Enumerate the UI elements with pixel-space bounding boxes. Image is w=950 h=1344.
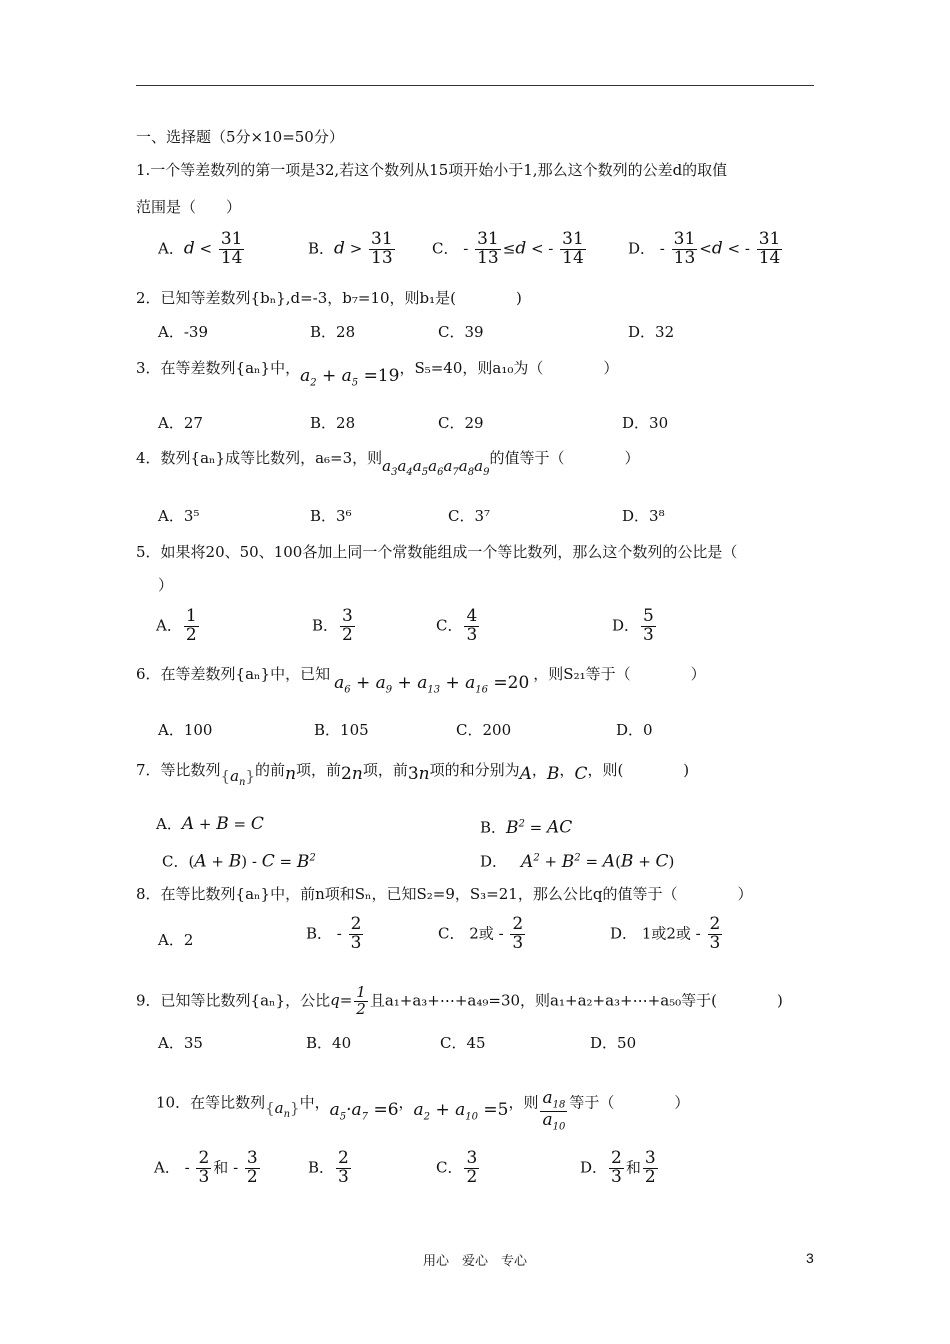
q7-stem: 7．等比数列$\{a_n\}$的前n项，前2n项，前3n项的和分别为A，B，C，则( ) bbox=[136, 761, 690, 788]
q10-option-b: B． $\frac{2}{3}$ bbox=[308, 1148, 349, 1187]
q9-option-c: C．45 bbox=[440, 1034, 486, 1052]
q4-option-c: C．3⁷ bbox=[448, 507, 491, 525]
q7-option-a: A．A + B = C bbox=[156, 814, 264, 834]
q6-option-d: D．0 bbox=[616, 721, 653, 739]
q5-option-a: A． $\frac{1}{2}$ bbox=[156, 606, 197, 645]
q2-option-b: B．28 bbox=[310, 323, 356, 341]
q1-option-c: C． - $\frac{31}{13}$ ≤d < - $\frac{31}{14}$ bbox=[432, 229, 584, 268]
q8-option-a: A．2 bbox=[158, 931, 194, 949]
q5-stem-line1: 5．如果将20、50、100各加上同一个常数能组成一个等比数列，那么这个数列的公比是（ bbox=[136, 543, 738, 561]
q8-option-d: D． 1或2或 - $\frac{2}{3}$ bbox=[610, 914, 721, 953]
q2-option-a: A．-39 bbox=[158, 323, 208, 341]
q3-option-c: C．29 bbox=[438, 414, 484, 432]
q3-option-d: D．30 bbox=[622, 414, 669, 432]
q4-option-a: A．3⁵ bbox=[158, 507, 200, 525]
q6-option-a: A．100 bbox=[158, 721, 213, 739]
q9-option-a: A．35 bbox=[158, 1034, 203, 1052]
q9-option-d: D．50 bbox=[590, 1034, 637, 1052]
page-number: 3 bbox=[806, 1250, 814, 1266]
q1-option-a: A．d < $\frac{31}{14}$ bbox=[158, 229, 243, 268]
q5-stem-line2: ） bbox=[158, 576, 174, 594]
q5-option-b: B． $\frac{3}{2}$ bbox=[312, 606, 353, 645]
q8-option-b: B． - $\frac{2}{3}$ bbox=[306, 914, 362, 953]
q2-option-c: C．39 bbox=[438, 323, 484, 341]
q1-stem-line1: 1.一个等差数列的第一项是32,若这个数列从15项开始小于1,那么这个数列的公差d的取值 bbox=[136, 161, 728, 179]
q2-stem: 2．已知等差数列{bₙ},d=-3，b₇=10，则b₁是( ) bbox=[136, 289, 522, 307]
q10-option-c: C． $\frac{3}{2}$ bbox=[436, 1148, 478, 1187]
q3-stem: 3．在等差数列{aₙ}中，$a_2 + a_5 =19$，S₅=40，则a₁₀为（ ） bbox=[136, 359, 619, 389]
q3-option-b: B．28 bbox=[310, 414, 356, 432]
q3-option-a: A．27 bbox=[158, 414, 203, 432]
q8-stem: 8．在等比数列{aₙ}中，前n项和Sₙ，已知S₂=9，S₃=21，那么公比q的值等于（ ） bbox=[136, 885, 753, 903]
q4-option-d: D．3⁸ bbox=[622, 507, 665, 525]
page-footer: 用心 爱心 专心 bbox=[422, 1254, 527, 1269]
q4-option-b: B．3⁶ bbox=[310, 507, 352, 525]
q7-option-b: B．$B^2$ = AC bbox=[480, 817, 573, 838]
q3-formula: $a_2 + a_5 =19$ bbox=[300, 366, 400, 389]
q9-formula: q= $\frac{1}{2}$ bbox=[330, 983, 366, 1018]
q1-stem-line2: 范围是（ ） bbox=[136, 198, 242, 216]
q5-option-d: D． $\frac{5}{3}$ bbox=[612, 606, 654, 645]
header-rule bbox=[136, 85, 814, 86]
q6-stem: 6．在等差数列{aₙ}中，已知 $a_6 + a_9 + a_{13} + a_{16} =20$ ，则S₂₁等于（ ） bbox=[136, 665, 706, 696]
q9-stem: 9．已知等比数列{aₙ}，公比q= $\frac{1}{2}$ 且a₁+a₃+⋯+a₄₉=30，则a₁+a₂+a₃+⋯+a₅₀等于( ) bbox=[136, 983, 783, 1018]
q2-option-d: D．32 bbox=[628, 323, 675, 341]
q5-option-c: C． $\frac{4}{3}$ bbox=[436, 606, 478, 645]
q9-option-b: B．40 bbox=[306, 1034, 352, 1052]
q6-formula: $a_6 + a_9 + a_{13} + a_{16} =20$ bbox=[334, 673, 530, 696]
q10-option-d: D． $\frac{2}{3}$ 和 $\frac{3}{2}$ bbox=[580, 1148, 656, 1187]
q6-option-b: B．105 bbox=[314, 721, 369, 739]
q8-option-c: C． 2或 - $\frac{2}{3}$ bbox=[438, 914, 524, 953]
q4-stem: 4．数列{aₙ}成等比数列，a₆=3，则$a_3a_4a_5a_6a_7a_8a_9$的值等于（ ） bbox=[136, 449, 640, 478]
section-title: 一、选择题（5分×10=50分） bbox=[136, 128, 344, 146]
q10-stem: 10．在等比数列$\{a_n\}$中，$a_5\cdot a_7 =6$，$a_2 + a_{10} =5$，则 $\frac{a_{18}}{a_{10}}$ 等于（ ） bbox=[156, 1088, 690, 1133]
q4-formula: $a_3a_4a_5a_6a_7a_8a_9$ bbox=[382, 457, 490, 478]
q1-option-b: B．d > $\frac{31}{13}$ bbox=[308, 229, 393, 268]
q7-option-d: D． $A^2 + B^2 = A(B + C)$ bbox=[480, 851, 675, 872]
q1-option-d: D． - $\frac{31}{13}$ <d < - $\frac{31}{14}$ bbox=[628, 229, 781, 268]
q6-option-c: C．200 bbox=[456, 721, 512, 739]
q7-option-c: C．$(A + B) - C = B^2$ bbox=[162, 851, 316, 872]
q10-option-a: A． - $\frac{2}{3}$ 和 - $\frac{3}{2}$ bbox=[154, 1148, 258, 1187]
